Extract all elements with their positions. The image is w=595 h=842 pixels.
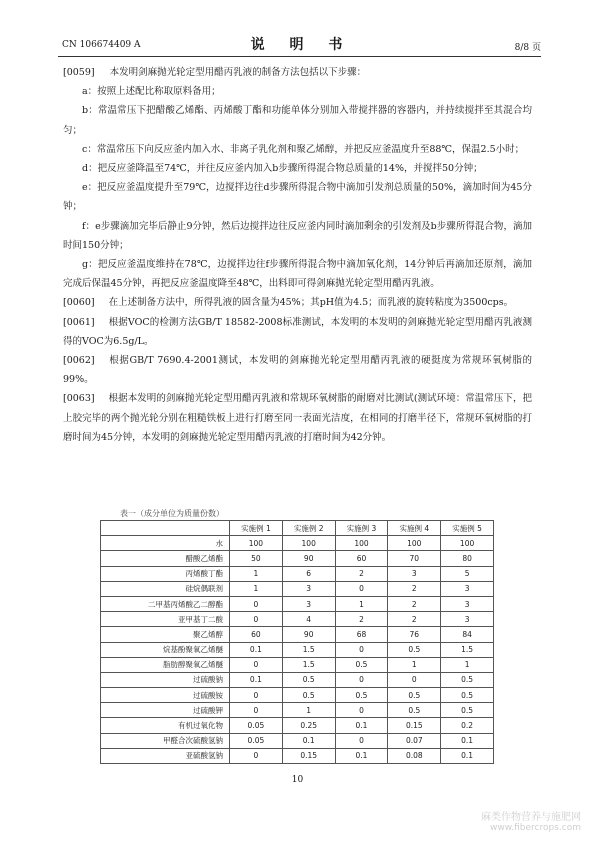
table-cell: 0.1 xyxy=(230,672,283,687)
row-label: 醋酸乙烯酯 xyxy=(101,551,230,566)
table-cell: 6 xyxy=(282,566,335,581)
table-row xyxy=(101,703,494,718)
table-cell: 0.5 xyxy=(335,688,388,703)
step-g: g：把反应釜温度维持在78℃，边搅拌边往f步骤所得混合物中滴加氧化剂，14分钟后再滴加还原剂，滴加完成后保温45分钟，再把反应釜温度降至48℃，出料即可得剑麻抛光轮定型用醋丙乳液。 xyxy=(63,259,532,290)
table-cell: 0.07 xyxy=(388,733,441,748)
header-rule xyxy=(58,56,541,57)
paragraph-text: 根据GB/T 7690.4-2001测试，本发明的剑麻抛光轮定型用醋丙乳液的硬挺度为常规环氧树脂的99%。 xyxy=(63,355,532,386)
table-cell: 2 xyxy=(388,612,441,627)
table-cell: 0 xyxy=(335,672,388,687)
table-cell: 84 xyxy=(441,627,494,642)
table-cell: 68 xyxy=(335,627,388,642)
table-cell: 0.5 xyxy=(282,672,335,687)
table-cell: 0 xyxy=(230,688,283,703)
table-cell: 1 xyxy=(282,703,335,718)
row-label: 水 xyxy=(101,536,230,551)
table-cell: 0 xyxy=(230,703,283,718)
paragraph-0063 xyxy=(63,389,532,447)
paragraph-number: [0060] xyxy=(63,297,95,309)
table-cell: 0.1 xyxy=(282,733,335,748)
table-row xyxy=(101,536,494,551)
table-caption: 表一（成分单位为质量份数） xyxy=(120,509,224,518)
site-watermark xyxy=(481,808,581,833)
table-corner-cell xyxy=(101,521,230,536)
table-cell: 90 xyxy=(282,551,335,566)
column-header: 实施例 3 xyxy=(335,521,388,536)
paragraph-number: [0059] xyxy=(63,67,95,78)
watermark-site-name: 麻类作物营养与施肥网 xyxy=(481,812,581,823)
table-cell: 0.5 xyxy=(388,703,441,718)
table-cell: 0.05 xyxy=(230,718,283,733)
row-label: 过硫酸钠 xyxy=(101,672,230,687)
table-cell: 3 xyxy=(441,612,494,627)
table-cell: 0.5 xyxy=(388,688,441,703)
table-cell: 3 xyxy=(282,596,335,611)
watermark-url: www.fibercrops.com xyxy=(490,823,581,833)
table-row xyxy=(101,748,494,763)
table-row xyxy=(101,596,494,611)
table-cell: 0.2 xyxy=(441,718,494,733)
paragraph-text: 根据本发明的剑麻抛光轮定型用醋丙乳液和常规环氧树脂的耐磨对比测试(测试环境：常温常压下，把上胶完毕的两个抛光轮分别在粗糙铁板上进行打磨至同一表面光洁度，在相同的打磨半径下，常规环氧树脂的打磨时间为45分钟，本发明的剑麻抛光轮定型用醋丙乳液的打磨时间为42分钟。 xyxy=(63,393,532,443)
column-header: 实施例 5 xyxy=(441,521,494,536)
table-cell: 80 xyxy=(441,551,494,566)
table-cell: 2 xyxy=(388,581,441,596)
paragraph-0062 xyxy=(63,351,532,389)
paragraph-0061 xyxy=(63,313,532,351)
table-cell: 100 xyxy=(388,536,441,551)
table-cell: 2 xyxy=(335,612,388,627)
table-cell: 0 xyxy=(230,748,283,763)
step-f: f：e步骤滴加完毕后静止9分钟，然后边搅拌边往反应釜内同时滴加剩余的引发剂及b步骤所得混合物，滴加时间150分钟； xyxy=(63,220,532,251)
table-cell: 0 xyxy=(335,733,388,748)
step-a: a：按照上述配比称取原料备用； xyxy=(82,86,221,98)
table-cell: 4 xyxy=(282,612,335,627)
table-cell: 5 xyxy=(441,566,494,581)
table-cell: 70 xyxy=(388,551,441,566)
table-cell: 0.05 xyxy=(230,733,283,748)
column-header: 实施例 1 xyxy=(230,521,283,536)
table-row xyxy=(101,672,494,687)
table-cell: 0 xyxy=(335,581,388,596)
page-indicator: 8/8 页 xyxy=(514,43,541,53)
table-row xyxy=(101,566,494,581)
table-cell: 100 xyxy=(335,536,388,551)
table-cell: 60 xyxy=(230,627,283,642)
step-b: b：常温常压下把醋酸乙烯酯、丙烯酸丁酯和功能单体分别加入带搅拌器的容器内，并持续搅拌至其混合均匀； xyxy=(63,105,532,136)
table-cell: 2 xyxy=(388,596,441,611)
table-cell: 3 xyxy=(441,596,494,611)
paragraph-number: [0063] xyxy=(63,393,95,405)
table-cell: 100 xyxy=(282,536,335,551)
table-cell: 1 xyxy=(441,657,494,672)
row-label: 亚甲基丁二酸 xyxy=(101,612,230,627)
table-cell: 0 xyxy=(335,642,388,657)
table-cell: 50 xyxy=(230,551,283,566)
table-header-row xyxy=(101,521,494,536)
table-cell: 0.15 xyxy=(282,748,335,763)
table-cell: 1.5 xyxy=(441,642,494,657)
step-e: e：把反应釜温度提升至79℃，边搅拌边往d步骤所得混合物中滴加引发剂总质量的50%，滴加时间为45分钟； xyxy=(63,182,532,213)
composition-table xyxy=(100,520,494,764)
table-cell: 0 xyxy=(230,596,283,611)
table-cell: 0.1 xyxy=(230,642,283,657)
row-label: 烷基酚聚氧乙烯醚 xyxy=(101,642,230,657)
paragraph-number: [0062] xyxy=(63,355,95,367)
table-cell: 0 xyxy=(230,657,283,672)
step-c: c：常温常压下向反应釜内加入水、非离子乳化剂和聚乙烯醇，并把反应釜温度升至88℃，保温2.5小时； xyxy=(82,143,525,155)
row-label: 亚硫酸氢钠 xyxy=(101,748,230,763)
paragraph-text: 在上述制备方法中，所得乳液的固含量为45%；其pH值为4.5；而乳液的旋转粘度为3500cps。 xyxy=(108,297,514,309)
table-cell: 3 xyxy=(388,566,441,581)
paragraph-text: 根据VOC的检测方法GB/T 18582-2008标准测试，本发明的本发明的剑麻抛光轮定型用醋丙乳液测得的VOC为6.5g/L。 xyxy=(63,316,532,347)
table-cell: 0.5 xyxy=(441,672,494,687)
table-row xyxy=(101,718,494,733)
table-cell: 0 xyxy=(230,612,283,627)
paragraph-number: [0061] xyxy=(63,316,95,328)
table-cell: 3 xyxy=(441,581,494,596)
column-header: 实施例 2 xyxy=(282,521,335,536)
step-d: d：把反应釜降温至74℃，并往反应釜内加入b步骤所得混合物总质量的14%，并搅拌50分钟； xyxy=(82,163,483,175)
table-cell: 0 xyxy=(335,703,388,718)
table-cell: 0.25 xyxy=(282,718,335,733)
table-cell: 2 xyxy=(335,566,388,581)
document-title: 说 明 书 xyxy=(250,37,353,53)
column-header: 实施例 4 xyxy=(388,521,441,536)
table-row xyxy=(101,612,494,627)
table-cell: 1 xyxy=(230,581,283,596)
patent-number: CN 106674409 A xyxy=(62,40,141,50)
row-label: 过硫酸铵 xyxy=(101,688,230,703)
table-cell: 100 xyxy=(230,536,283,551)
table-row xyxy=(101,581,494,596)
row-label: 二甲基丙烯酸乙二醇酯 xyxy=(101,596,230,611)
paragraph-0060 xyxy=(63,293,532,312)
row-label: 聚乙烯醇 xyxy=(101,627,230,642)
table-cell: 0.08 xyxy=(388,748,441,763)
row-label: 过硫酸钾 xyxy=(101,703,230,718)
table-row xyxy=(101,551,494,566)
table-row xyxy=(101,733,494,748)
table-cell: 0.1 xyxy=(335,748,388,763)
paragraph-text: 本发明剑麻抛光轮定型用醋丙乳液的制备方法包括以下步骤： xyxy=(109,67,367,78)
table-cell: 0.5 xyxy=(441,703,494,718)
table-cell: 1 xyxy=(388,657,441,672)
page-number: 10 xyxy=(291,775,304,785)
table-cell: 0.5 xyxy=(388,642,441,657)
table-cell: 60 xyxy=(335,551,388,566)
table-cell: 76 xyxy=(388,627,441,642)
table-row xyxy=(101,642,494,657)
table-cell: 0.1 xyxy=(335,718,388,733)
paragraph-0059 xyxy=(63,63,532,82)
table-cell: 1 xyxy=(335,596,388,611)
row-label: 脂肪醇聚氧乙烯醚 xyxy=(101,657,230,672)
table-cell: 90 xyxy=(282,627,335,642)
table-cell: 1.5 xyxy=(282,657,335,672)
row-label: 有机过氧化物 xyxy=(101,718,230,733)
table-row xyxy=(101,627,494,642)
composition-table-block xyxy=(100,508,494,764)
table-cell: 100 xyxy=(441,536,494,551)
table-cell: 0.5 xyxy=(282,688,335,703)
table-cell: 0.5 xyxy=(441,688,494,703)
table-cell: 0.5 xyxy=(335,657,388,672)
table-row xyxy=(101,657,494,672)
row-label: 甲醛合次硫酸氢钠 xyxy=(101,733,230,748)
page-header xyxy=(62,34,541,54)
table-row xyxy=(101,688,494,703)
table-cell: 0.1 xyxy=(441,733,494,748)
table-cell: 0.15 xyxy=(388,718,441,733)
row-label: 丙烯酸丁酯 xyxy=(101,566,230,581)
table-cell: 0 xyxy=(388,672,441,687)
table-cell: 0.1 xyxy=(441,748,494,763)
table-cell: 1 xyxy=(230,566,283,581)
document-body xyxy=(63,63,532,447)
table-cell: 3 xyxy=(282,581,335,596)
row-label: 硅烷偶联剂 xyxy=(101,581,230,596)
table-cell: 1.5 xyxy=(282,642,335,657)
